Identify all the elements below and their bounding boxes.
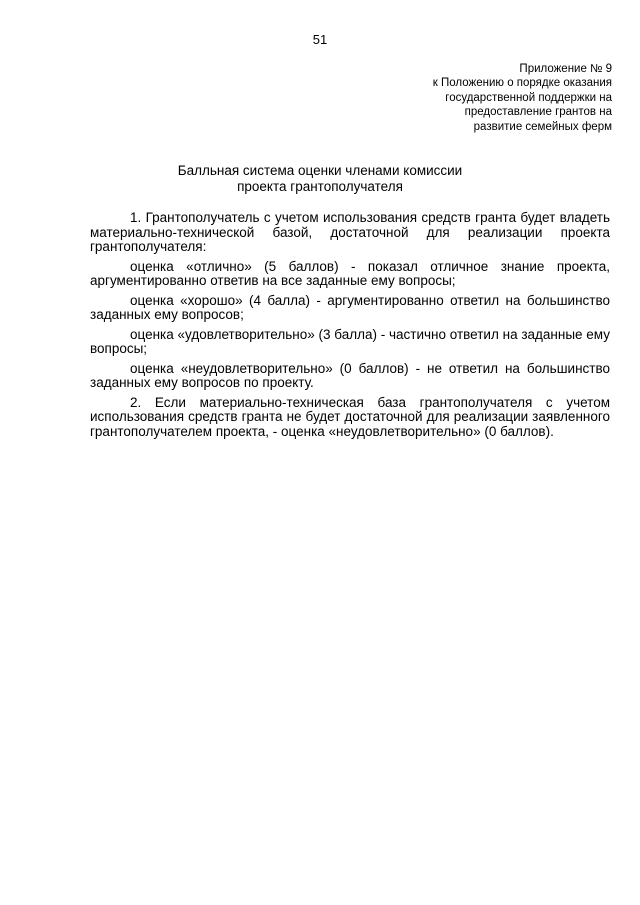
appendix-header (312, 62, 612, 134)
page-number: 51 (312, 32, 328, 47)
document-title (0, 163, 640, 194)
appendix-line: к Положению о порядке оказания (432, 77, 612, 90)
appendix-line: Приложение № 9 (519, 63, 612, 75)
appendix-line: государственной поддержки на (445, 91, 612, 104)
title-line-1: Балльная система оценки членами комиссии (177, 163, 463, 178)
document-body (90, 211, 610, 444)
paragraph-criterion-1: 1. Грантополучатель с учетом использования средств гранта будет владеть материально-технической базой, достаточной для реализации проекта грантополучателя: (90, 210, 610, 254)
title-line-2: проекта грантополучателя (237, 178, 403, 194)
paragraph-criterion-2: 2. Если материально-техническая база грантополучателя с учетом использования средств гранта не будет достаточной для реализации заявленного грантополучателем проекта, - оценка «неудовлетворительно» (0 баллов). (90, 394, 610, 439)
appendix-line: предоставление грантов на (464, 106, 612, 119)
appendix-line: развитие семейных ферм (473, 120, 612, 133)
paragraph-grade-satisfactory: оценка «удовлетворительно» (3 балла) - частично ответил на заданные ему вопросы; (90, 326, 610, 356)
paragraph-grade-excellent: оценка «отлично» (5 баллов) - показал отличное знание проекта, аргументированно ответив на все заданные ему вопросы; (90, 258, 610, 288)
paragraph-grade-unsatisfactory: оценка «неудовлетворительно» (0 баллов) - не ответил на большинство заданных ему вопросов по проекту. (90, 360, 610, 390)
paragraph-grade-good: оценка «хорошо» (4 балла) - аргументированно ответил на большинство заданных ему вопросов; (90, 292, 610, 322)
